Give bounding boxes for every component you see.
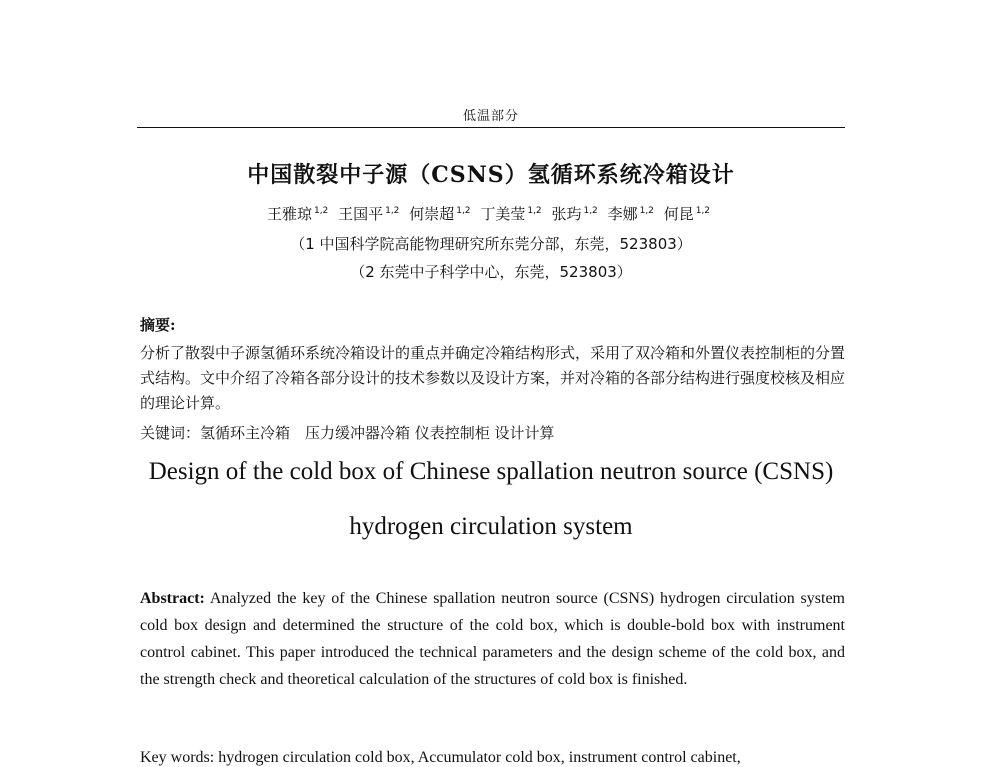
running-header: 低温部分 (462, 109, 519, 124)
author-name: 李娜 (607, 205, 638, 223)
english-abstract-label: Abstract: (140, 590, 205, 607)
english-title-line-1: Design of the cold box of Chinese spallation neutron source (CSNS) (148, 458, 834, 485)
author-affiliation-mark: 1,2 (456, 206, 471, 216)
english-abstract-text: Analyzed the key of the Chinese spallation neutron source (CSNS) hydrogen circulation system cold box design and determined the structure of the cold box, which is double-bold box with instrument control cabinet. This paper introduced the technical parameters and the design scheme of the cold box, and the strength check and theoretical calculation of the structures of cold box is finished. (140, 590, 845, 688)
author-name: 丁美莹 (480, 205, 526, 223)
author-name: 王雅琼 (266, 205, 312, 223)
author-name: 何崇超 (409, 205, 455, 223)
chinese-abstract-text: 分析了散裂中子源氢循环系统冷箱设计的重点并确定冷箱结构形式，采用了双冷箱和外置仪表控制柜的分置式结构。文中介绍了冷箱各部分设计的技术参数以及设计方案，并对冷箱的各部分结构进行强度校核及相应的理论计算。 (140, 344, 846, 412)
author-affiliation-mark: 1,2 (313, 206, 329, 216)
chinese-title: 中国散裂中子源（CSNS）氢循环系统冷箱设计 (247, 162, 735, 188)
author-name: 张玙 (551, 205, 582, 223)
author-affiliation-mark: 1,2 (385, 206, 400, 216)
author-affiliation-mark: 1,2 (583, 206, 598, 216)
author-list (137, 203, 845, 224)
affiliation-1: （1 中国科学院高能物理研究所东莞分部，东莞，523803） (290, 235, 692, 253)
author-affiliation-mark: 1,2 (639, 206, 654, 216)
english-title-line-2: hydrogen circulation system (349, 513, 633, 540)
english-abstract (140, 585, 845, 693)
chinese-abstract-label: 摘要: (140, 316, 176, 334)
chinese-keywords: 关键词：氢循环主冷箱 压力缓冲器冷箱 仪表控制柜 设计计算 (140, 424, 555, 442)
author-affiliation-mark: 1,2 (527, 206, 542, 216)
affiliation-2: （2 东莞中子科学中心，东莞，523803） (350, 263, 632, 281)
author-affiliation-mark: 1,2 (695, 206, 711, 216)
header-rule (137, 127, 845, 128)
author-name: 何昆 (663, 205, 694, 223)
english-keywords: Key words: hydrogen circulation cold box, Accumulator cold box, instrument control cabinet, (140, 749, 741, 766)
author-name: 王国平 (338, 205, 384, 223)
